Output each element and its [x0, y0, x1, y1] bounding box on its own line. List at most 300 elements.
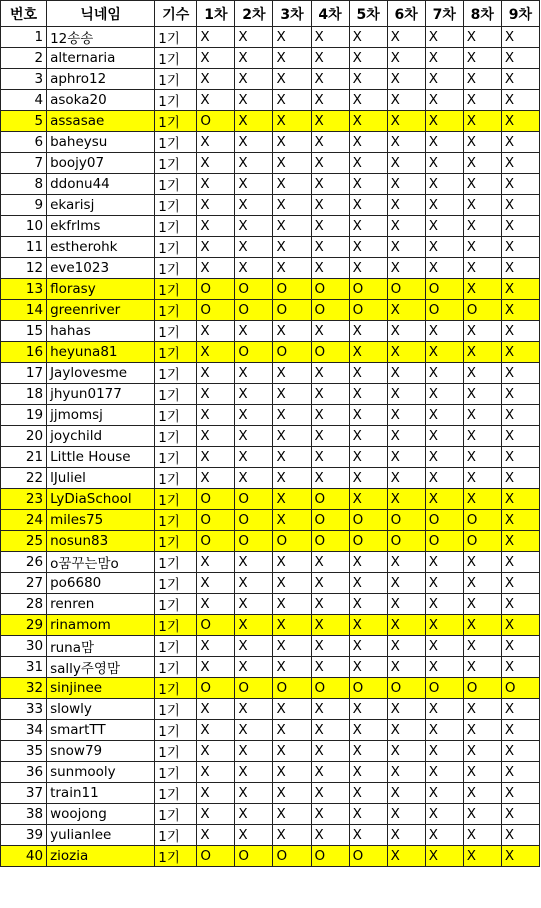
cell-round-3[interactable]: X — [273, 615, 311, 636]
cell-round-2[interactable]: X — [235, 468, 273, 489]
cell-number[interactable]: 32 — [1, 678, 47, 699]
cell-round-8[interactable]: X — [463, 174, 501, 195]
cell-round-8[interactable]: X — [463, 699, 501, 720]
cell-round-3[interactable]: X — [273, 489, 311, 510]
cell-round-6[interactable]: X — [387, 69, 425, 90]
cell-generation[interactable]: 1기 — [155, 720, 197, 741]
cell-round-6[interactable]: X — [387, 552, 425, 573]
cell-number[interactable]: 27 — [1, 573, 47, 594]
cell-round-6[interactable]: X — [387, 426, 425, 447]
cell-nickname[interactable]: sally주영맘 — [47, 657, 155, 678]
cell-round-6[interactable]: X — [387, 27, 425, 48]
cell-round-7[interactable]: O — [425, 678, 463, 699]
cell-generation[interactable]: 1기 — [155, 300, 197, 321]
cell-round-6[interactable]: X — [387, 489, 425, 510]
cell-round-9[interactable]: X — [501, 27, 539, 48]
cell-round-6[interactable]: X — [387, 468, 425, 489]
cell-round-8[interactable]: X — [463, 384, 501, 405]
cell-round-5[interactable]: X — [349, 27, 387, 48]
cell-number[interactable]: 5 — [1, 111, 47, 132]
cell-round-8[interactable]: X — [463, 741, 501, 762]
header-cell-generation[interactable]: 기수 — [155, 1, 197, 27]
cell-number[interactable]: 2 — [1, 48, 47, 69]
cell-round-5[interactable]: X — [349, 615, 387, 636]
cell-generation[interactable]: 1기 — [155, 510, 197, 531]
cell-round-8[interactable]: X — [463, 363, 501, 384]
cell-round-4[interactable]: X — [311, 363, 349, 384]
cell-round-9[interactable]: X — [501, 510, 539, 531]
cell-round-7[interactable]: X — [425, 636, 463, 657]
cell-round-5[interactable]: X — [349, 783, 387, 804]
cell-round-2[interactable]: X — [235, 27, 273, 48]
cell-round-5[interactable]: X — [349, 321, 387, 342]
cell-round-2[interactable]: X — [235, 111, 273, 132]
cell-round-4[interactable]: X — [311, 153, 349, 174]
cell-round-4[interactable]: X — [311, 657, 349, 678]
cell-round-5[interactable]: X — [349, 468, 387, 489]
cell-nickname[interactable]: florasy — [47, 279, 155, 300]
cell-nickname[interactable]: ekfrlms — [47, 216, 155, 237]
cell-round-5[interactable]: O — [349, 531, 387, 552]
header-cell-number[interactable]: 번호 — [1, 1, 47, 27]
cell-round-1[interactable]: O — [197, 678, 235, 699]
cell-nickname[interactable]: po6680 — [47, 573, 155, 594]
cell-round-2[interactable]: X — [235, 363, 273, 384]
cell-round-7[interactable]: X — [425, 321, 463, 342]
cell-round-6[interactable]: O — [387, 510, 425, 531]
cell-round-3[interactable]: X — [273, 699, 311, 720]
cell-round-6[interactable]: X — [387, 258, 425, 279]
cell-number[interactable]: 18 — [1, 384, 47, 405]
cell-round-3[interactable]: X — [273, 594, 311, 615]
cell-nickname[interactable]: heyuna81 — [47, 342, 155, 363]
cell-round-5[interactable]: X — [349, 237, 387, 258]
cell-round-4[interactable]: X — [311, 195, 349, 216]
cell-round-5[interactable]: X — [349, 258, 387, 279]
cell-round-9[interactable]: X — [501, 531, 539, 552]
cell-round-9[interactable]: X — [501, 153, 539, 174]
cell-round-3[interactable]: X — [273, 405, 311, 426]
cell-round-8[interactable]: X — [463, 762, 501, 783]
cell-round-4[interactable]: X — [311, 468, 349, 489]
cell-nickname[interactable]: lJuliel — [47, 468, 155, 489]
cell-round-6[interactable]: X — [387, 594, 425, 615]
cell-round-2[interactable]: X — [235, 699, 273, 720]
cell-number[interactable]: 15 — [1, 321, 47, 342]
cell-generation[interactable]: 1기 — [155, 384, 197, 405]
cell-generation[interactable]: 1기 — [155, 552, 197, 573]
cell-round-3[interactable]: O — [273, 342, 311, 363]
cell-round-8[interactable]: X — [463, 48, 501, 69]
cell-round-7[interactable]: X — [425, 363, 463, 384]
cell-round-8[interactable]: X — [463, 69, 501, 90]
cell-round-4[interactable]: O — [311, 342, 349, 363]
cell-round-2[interactable]: X — [235, 384, 273, 405]
cell-number[interactable]: 31 — [1, 657, 47, 678]
cell-generation[interactable]: 1기 — [155, 741, 197, 762]
cell-round-5[interactable]: X — [349, 741, 387, 762]
cell-nickname[interactable]: ekarisj — [47, 195, 155, 216]
cell-round-4[interactable]: X — [311, 762, 349, 783]
cell-round-2[interactable]: X — [235, 195, 273, 216]
cell-round-8[interactable]: X — [463, 657, 501, 678]
cell-round-5[interactable]: X — [349, 699, 387, 720]
cell-round-7[interactable]: X — [425, 258, 463, 279]
cell-round-8[interactable]: X — [463, 783, 501, 804]
cell-round-6[interactable]: X — [387, 48, 425, 69]
cell-nickname[interactable]: sunmooly — [47, 762, 155, 783]
cell-round-7[interactable]: X — [425, 111, 463, 132]
cell-number[interactable]: 39 — [1, 825, 47, 846]
cell-round-1[interactable]: X — [197, 636, 235, 657]
cell-round-1[interactable]: X — [197, 573, 235, 594]
cell-round-3[interactable]: X — [273, 468, 311, 489]
cell-number[interactable]: 22 — [1, 468, 47, 489]
cell-round-7[interactable]: O — [425, 279, 463, 300]
cell-round-1[interactable]: X — [197, 552, 235, 573]
cell-round-9[interactable]: O — [501, 678, 539, 699]
cell-round-4[interactable]: X — [311, 825, 349, 846]
cell-generation[interactable]: 1기 — [155, 321, 197, 342]
cell-round-4[interactable]: X — [311, 216, 349, 237]
cell-round-2[interactable]: O — [235, 300, 273, 321]
cell-number[interactable]: 30 — [1, 636, 47, 657]
cell-round-2[interactable]: X — [235, 174, 273, 195]
cell-round-9[interactable]: X — [501, 384, 539, 405]
cell-round-6[interactable]: X — [387, 300, 425, 321]
cell-round-6[interactable]: X — [387, 90, 425, 111]
cell-round-5[interactable]: X — [349, 573, 387, 594]
cell-round-4[interactable]: X — [311, 720, 349, 741]
cell-round-8[interactable]: X — [463, 426, 501, 447]
cell-number[interactable]: 29 — [1, 615, 47, 636]
cell-round-8[interactable]: X — [463, 111, 501, 132]
cell-generation[interactable]: 1기 — [155, 678, 197, 699]
cell-round-9[interactable]: X — [501, 279, 539, 300]
cell-generation[interactable]: 1기 — [155, 804, 197, 825]
cell-round-7[interactable]: X — [425, 447, 463, 468]
cell-round-3[interactable]: X — [273, 657, 311, 678]
cell-round-9[interactable]: X — [501, 552, 539, 573]
cell-round-3[interactable]: X — [273, 573, 311, 594]
cell-number[interactable]: 6 — [1, 132, 47, 153]
cell-round-8[interactable]: X — [463, 237, 501, 258]
cell-round-2[interactable]: X — [235, 447, 273, 468]
cell-round-1[interactable]: O — [197, 846, 235, 867]
cell-round-6[interactable]: X — [387, 741, 425, 762]
cell-round-7[interactable]: X — [425, 48, 463, 69]
cell-number[interactable]: 36 — [1, 762, 47, 783]
cell-generation[interactable]: 1기 — [155, 636, 197, 657]
cell-generation[interactable]: 1기 — [155, 174, 197, 195]
header-cell-round-1[interactable]: 1차 — [197, 1, 235, 27]
cell-round-6[interactable]: X — [387, 216, 425, 237]
cell-generation[interactable]: 1기 — [155, 762, 197, 783]
cell-generation[interactable]: 1기 — [155, 573, 197, 594]
cell-round-6[interactable]: O — [387, 279, 425, 300]
cell-round-5[interactable]: X — [349, 594, 387, 615]
cell-round-2[interactable]: X — [235, 762, 273, 783]
cell-round-1[interactable]: O — [197, 615, 235, 636]
cell-round-6[interactable]: X — [387, 384, 425, 405]
cell-round-7[interactable]: O — [425, 531, 463, 552]
cell-nickname[interactable]: slowly — [47, 699, 155, 720]
cell-round-4[interactable]: O — [311, 846, 349, 867]
cell-round-4[interactable]: X — [311, 636, 349, 657]
cell-round-1[interactable]: X — [197, 594, 235, 615]
cell-round-5[interactable]: X — [349, 132, 387, 153]
cell-generation[interactable]: 1기 — [155, 111, 197, 132]
cell-number[interactable]: 28 — [1, 594, 47, 615]
cell-round-2[interactable]: O — [235, 846, 273, 867]
cell-round-8[interactable]: X — [463, 153, 501, 174]
cell-round-1[interactable]: X — [197, 153, 235, 174]
cell-number[interactable]: 17 — [1, 363, 47, 384]
cell-round-3[interactable]: X — [273, 363, 311, 384]
cell-round-7[interactable]: X — [425, 615, 463, 636]
cell-round-8[interactable]: X — [463, 489, 501, 510]
cell-round-6[interactable]: X — [387, 342, 425, 363]
cell-round-8[interactable]: X — [463, 447, 501, 468]
cell-round-5[interactable]: X — [349, 825, 387, 846]
cell-round-5[interactable]: X — [349, 426, 387, 447]
cell-round-8[interactable]: X — [463, 321, 501, 342]
cell-round-1[interactable]: X — [197, 132, 235, 153]
cell-round-5[interactable]: X — [349, 153, 387, 174]
cell-round-9[interactable]: X — [501, 825, 539, 846]
cell-round-1[interactable]: O — [197, 279, 235, 300]
cell-number[interactable]: 9 — [1, 195, 47, 216]
cell-round-3[interactable]: X — [273, 237, 311, 258]
cell-round-2[interactable]: O — [235, 531, 273, 552]
cell-round-1[interactable]: X — [197, 741, 235, 762]
cell-round-1[interactable]: X — [197, 804, 235, 825]
cell-round-2[interactable]: X — [235, 573, 273, 594]
cell-round-1[interactable]: X — [197, 321, 235, 342]
cell-round-2[interactable]: X — [235, 741, 273, 762]
cell-nickname[interactable]: nosun83 — [47, 531, 155, 552]
cell-round-7[interactable]: X — [425, 69, 463, 90]
cell-round-6[interactable]: X — [387, 111, 425, 132]
cell-nickname[interactable]: 12송송 — [47, 27, 155, 48]
cell-round-5[interactable]: X — [349, 363, 387, 384]
cell-round-4[interactable]: X — [311, 321, 349, 342]
cell-round-1[interactable]: X — [197, 48, 235, 69]
cell-round-2[interactable]: O — [235, 279, 273, 300]
cell-round-7[interactable]: X — [425, 342, 463, 363]
cell-round-7[interactable]: X — [425, 804, 463, 825]
cell-generation[interactable]: 1기 — [155, 27, 197, 48]
cell-round-7[interactable]: X — [425, 552, 463, 573]
cell-round-7[interactable]: X — [425, 489, 463, 510]
cell-round-5[interactable]: X — [349, 90, 387, 111]
cell-round-3[interactable]: X — [273, 90, 311, 111]
cell-round-6[interactable]: X — [387, 783, 425, 804]
cell-number[interactable]: 19 — [1, 405, 47, 426]
cell-round-9[interactable]: X — [501, 363, 539, 384]
cell-round-9[interactable]: X — [501, 69, 539, 90]
cell-round-9[interactable]: X — [501, 594, 539, 615]
cell-round-9[interactable]: X — [501, 405, 539, 426]
cell-round-5[interactable]: X — [349, 384, 387, 405]
cell-number[interactable]: 40 — [1, 846, 47, 867]
cell-generation[interactable]: 1기 — [155, 447, 197, 468]
cell-round-9[interactable]: X — [501, 90, 539, 111]
cell-round-2[interactable]: X — [235, 426, 273, 447]
cell-round-4[interactable]: O — [311, 300, 349, 321]
cell-round-9[interactable]: X — [501, 720, 539, 741]
cell-round-2[interactable]: X — [235, 825, 273, 846]
cell-round-7[interactable]: X — [425, 27, 463, 48]
cell-round-3[interactable]: X — [273, 153, 311, 174]
cell-nickname[interactable]: sinjinee — [47, 678, 155, 699]
cell-generation[interactable]: 1기 — [155, 825, 197, 846]
cell-round-3[interactable]: O — [273, 300, 311, 321]
cell-round-9[interactable]: X — [501, 573, 539, 594]
cell-round-3[interactable]: X — [273, 48, 311, 69]
cell-round-8[interactable]: X — [463, 342, 501, 363]
cell-nickname[interactable]: renren — [47, 594, 155, 615]
cell-round-8[interactable]: X — [463, 552, 501, 573]
cell-round-3[interactable]: X — [273, 258, 311, 279]
cell-generation[interactable]: 1기 — [155, 657, 197, 678]
cell-round-4[interactable]: X — [311, 132, 349, 153]
cell-round-1[interactable]: O — [197, 111, 235, 132]
cell-round-5[interactable]: X — [349, 552, 387, 573]
cell-round-9[interactable]: X — [501, 321, 539, 342]
cell-generation[interactable]: 1기 — [155, 594, 197, 615]
cell-round-7[interactable]: X — [425, 426, 463, 447]
cell-round-1[interactable]: X — [197, 90, 235, 111]
cell-round-8[interactable]: X — [463, 216, 501, 237]
cell-round-6[interactable]: O — [387, 531, 425, 552]
cell-round-7[interactable]: X — [425, 195, 463, 216]
cell-nickname[interactable]: greenriver — [47, 300, 155, 321]
cell-generation[interactable]: 1기 — [155, 279, 197, 300]
cell-round-9[interactable]: X — [501, 300, 539, 321]
cell-number[interactable]: 8 — [1, 174, 47, 195]
cell-round-2[interactable]: X — [235, 657, 273, 678]
cell-round-2[interactable]: X — [235, 132, 273, 153]
cell-number[interactable]: 12 — [1, 258, 47, 279]
cell-round-9[interactable]: X — [501, 699, 539, 720]
cell-round-8[interactable]: X — [463, 279, 501, 300]
cell-round-1[interactable]: X — [197, 69, 235, 90]
cell-nickname[interactable]: smartTT — [47, 720, 155, 741]
cell-generation[interactable]: 1기 — [155, 195, 197, 216]
cell-round-9[interactable]: X — [501, 258, 539, 279]
cell-generation[interactable]: 1기 — [155, 342, 197, 363]
cell-round-3[interactable]: X — [273, 426, 311, 447]
cell-nickname[interactable]: jhyun0177 — [47, 384, 155, 405]
cell-round-1[interactable]: X — [197, 27, 235, 48]
cell-round-6[interactable]: X — [387, 132, 425, 153]
cell-round-2[interactable]: X — [235, 48, 273, 69]
cell-nickname[interactable]: miles75 — [47, 510, 155, 531]
cell-generation[interactable]: 1기 — [155, 489, 197, 510]
cell-round-8[interactable]: X — [463, 594, 501, 615]
cell-nickname[interactable]: runa맘 — [47, 636, 155, 657]
cell-round-7[interactable]: X — [425, 720, 463, 741]
cell-round-3[interactable]: X — [273, 762, 311, 783]
cell-round-7[interactable]: X — [425, 741, 463, 762]
cell-nickname[interactable]: asoka20 — [47, 90, 155, 111]
cell-round-6[interactable]: X — [387, 636, 425, 657]
cell-nickname[interactable]: alternaria — [47, 48, 155, 69]
cell-round-3[interactable]: X — [273, 552, 311, 573]
cell-round-7[interactable]: X — [425, 216, 463, 237]
cell-round-4[interactable]: X — [311, 552, 349, 573]
cell-round-7[interactable]: X — [425, 237, 463, 258]
cell-round-8[interactable]: X — [463, 804, 501, 825]
cell-round-1[interactable]: X — [197, 825, 235, 846]
cell-round-8[interactable]: X — [463, 195, 501, 216]
cell-round-3[interactable]: O — [273, 531, 311, 552]
cell-round-4[interactable]: X — [311, 90, 349, 111]
cell-round-5[interactable]: O — [349, 300, 387, 321]
cell-round-7[interactable]: X — [425, 657, 463, 678]
cell-round-6[interactable]: X — [387, 363, 425, 384]
cell-round-7[interactable]: X — [425, 594, 463, 615]
cell-round-6[interactable]: X — [387, 825, 425, 846]
cell-round-8[interactable]: X — [463, 27, 501, 48]
cell-round-2[interactable]: X — [235, 804, 273, 825]
cell-round-9[interactable]: X — [501, 489, 539, 510]
cell-number[interactable]: 16 — [1, 342, 47, 363]
cell-round-5[interactable]: X — [349, 48, 387, 69]
cell-nickname[interactable]: estherohk — [47, 237, 155, 258]
cell-round-2[interactable]: X — [235, 90, 273, 111]
cell-round-3[interactable]: X — [273, 783, 311, 804]
cell-round-7[interactable]: X — [425, 90, 463, 111]
cell-round-2[interactable]: O — [235, 510, 273, 531]
cell-round-8[interactable]: X — [463, 468, 501, 489]
cell-number[interactable]: 10 — [1, 216, 47, 237]
cell-round-4[interactable]: O — [311, 531, 349, 552]
cell-number[interactable]: 33 — [1, 699, 47, 720]
cell-round-4[interactable]: X — [311, 27, 349, 48]
cell-nickname[interactable]: ddonu44 — [47, 174, 155, 195]
cell-round-6[interactable]: X — [387, 405, 425, 426]
cell-round-1[interactable]: X — [197, 447, 235, 468]
cell-round-1[interactable]: X — [197, 363, 235, 384]
cell-round-2[interactable]: X — [235, 405, 273, 426]
cell-number[interactable]: 34 — [1, 720, 47, 741]
cell-nickname[interactable]: aphro12 — [47, 69, 155, 90]
cell-round-6[interactable]: X — [387, 153, 425, 174]
cell-round-9[interactable]: X — [501, 741, 539, 762]
cell-generation[interactable]: 1기 — [155, 468, 197, 489]
cell-round-4[interactable]: X — [311, 573, 349, 594]
cell-round-1[interactable]: X — [197, 468, 235, 489]
cell-round-5[interactable]: X — [349, 657, 387, 678]
cell-round-3[interactable]: O — [273, 846, 311, 867]
cell-round-8[interactable]: X — [463, 132, 501, 153]
cell-generation[interactable]: 1기 — [155, 405, 197, 426]
cell-round-1[interactable]: X — [197, 699, 235, 720]
cell-round-1[interactable]: X — [197, 384, 235, 405]
cell-round-3[interactable]: X — [273, 636, 311, 657]
cell-round-7[interactable]: X — [425, 699, 463, 720]
cell-round-1[interactable]: X — [197, 762, 235, 783]
cell-number[interactable]: 23 — [1, 489, 47, 510]
cell-round-1[interactable]: X — [197, 783, 235, 804]
cell-round-9[interactable]: X — [501, 342, 539, 363]
header-cell-round-5[interactable]: 5차 — [349, 1, 387, 27]
cell-round-2[interactable]: X — [235, 321, 273, 342]
cell-round-6[interactable]: X — [387, 174, 425, 195]
cell-round-4[interactable]: O — [311, 678, 349, 699]
